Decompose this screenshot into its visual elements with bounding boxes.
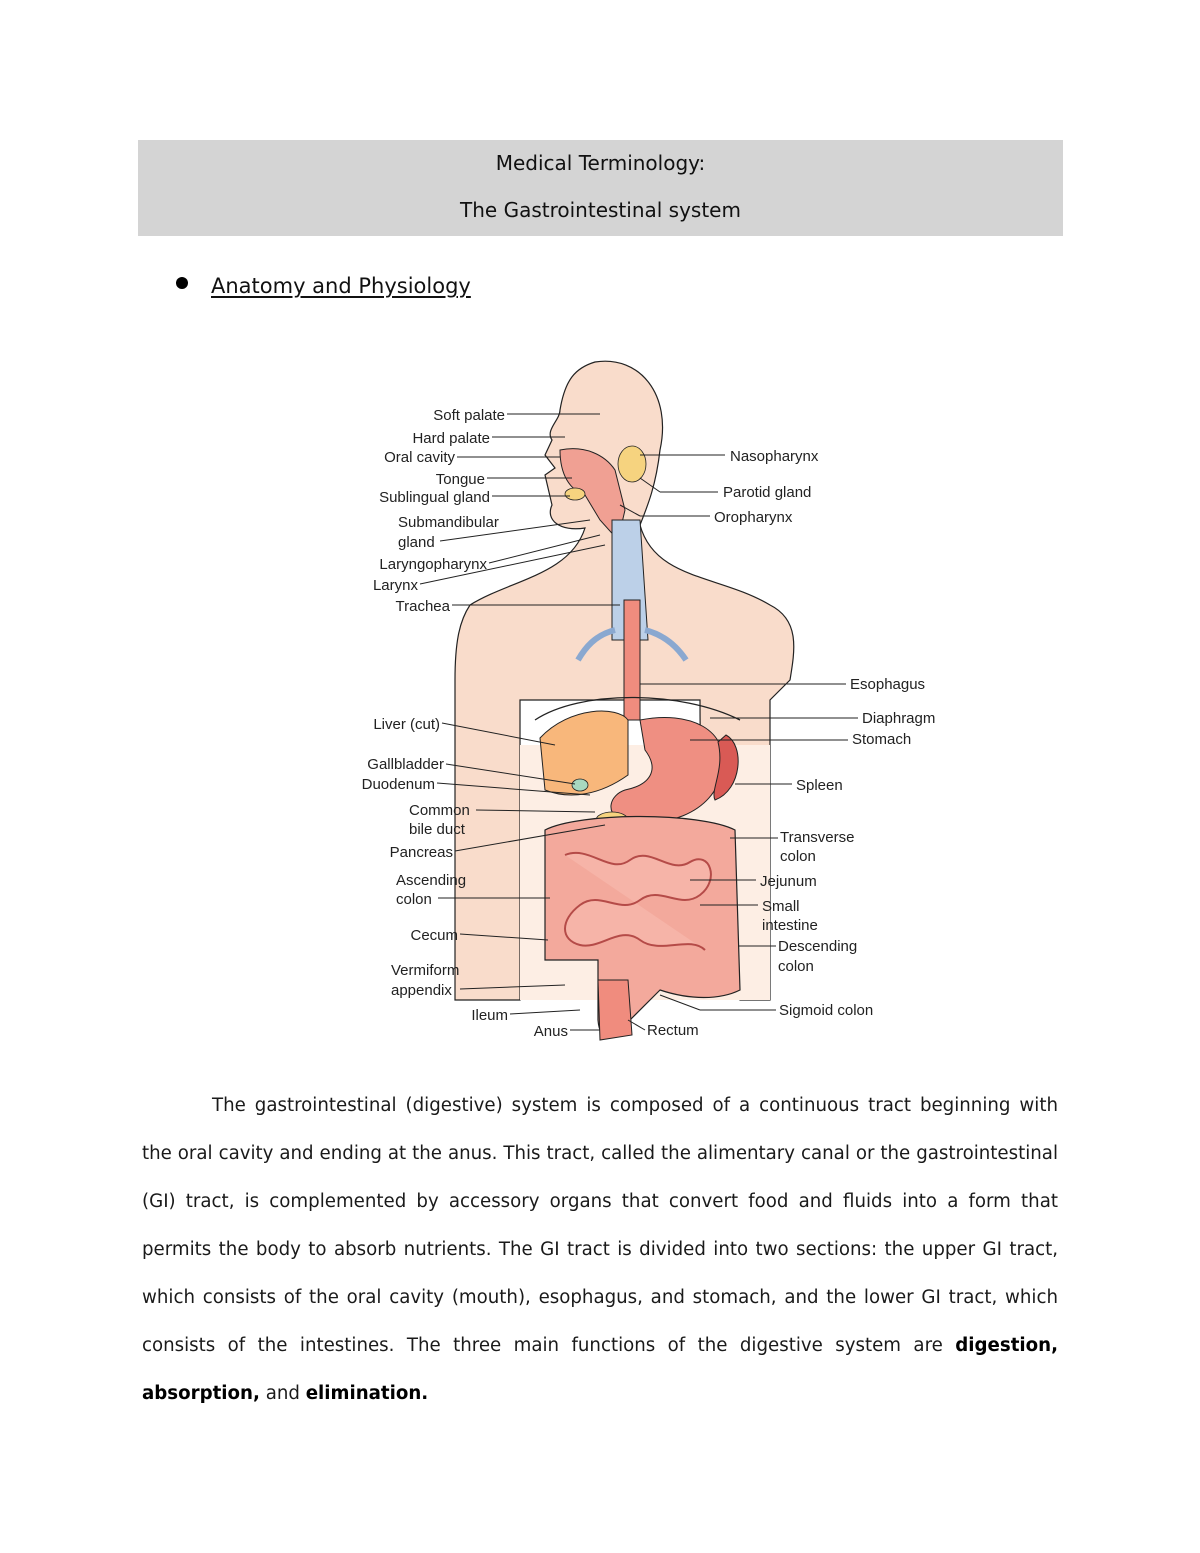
label-cecum: Cecum — [410, 927, 458, 944]
label-nasopharynx: Nasopharynx — [730, 448, 819, 465]
label-larynx: Larynx — [372, 577, 418, 594]
label-descending-colon: colon — [778, 958, 814, 975]
label-ileum: Ileum — [471, 1007, 508, 1024]
label-tongue: Tongue — [435, 471, 485, 488]
body-paragraph — [142, 1082, 1058, 1418]
label-spleen: Spleen — [796, 777, 843, 794]
label-ascending-colon: colon — [396, 891, 432, 908]
bold-absorption: absorption, — [142, 1383, 260, 1404]
label-common: Common — [409, 802, 470, 819]
gallbladder-shape — [572, 779, 588, 791]
label-vermiform: Vermiform — [391, 962, 460, 979]
digestive-system-diagram — [350, 350, 950, 1050]
label-laryngopharynx: Laryngopharynx — [379, 556, 487, 573]
label-soft-palate: Soft palate — [433, 407, 505, 424]
rectum-shape — [598, 980, 632, 1040]
label-esophagus: Esophagus — [850, 676, 926, 693]
label-parotid-gland: Parotid gland — [723, 484, 812, 501]
label-oral-cavity: Oral cavity — [384, 449, 455, 466]
bold-digestion: digestion, — [955, 1335, 1058, 1356]
title-banner — [138, 140, 1063, 236]
label-trachea: Trachea — [395, 598, 450, 615]
sublingual-gland-shape — [565, 488, 585, 500]
document-subtitle: The Gastrointestinal system — [460, 198, 741, 222]
label-stomach: Stomach — [852, 731, 912, 748]
label-intestine: intestine — [762, 917, 818, 934]
label-appendix: appendix — [391, 982, 452, 999]
body-and: and — [265, 1383, 300, 1404]
label-small: Small — [762, 898, 800, 915]
label-diaphragm: Diaphragm — [862, 710, 936, 727]
bullet-icon — [176, 277, 188, 289]
label-anus: Anus — [533, 1023, 568, 1040]
label-gallbladder: Gallbladder — [367, 756, 444, 773]
document-title: Medical Terminology: — [495, 151, 706, 175]
label-pancreas: Pancreas — [389, 844, 453, 861]
label-oropharynx: Oropharynx — [714, 509, 793, 526]
section-heading-label: Anatomy and Physiology — [211, 274, 471, 298]
label-transverse-colon: colon — [780, 848, 816, 865]
label-hard-palate: Hard palate — [412, 430, 490, 447]
label-liver: Liver (cut) — [373, 716, 440, 733]
body-paragraph-text: The gastrointestinal (digestive) system is composed of a continuous tract beginning with the oral cavity and ending at the anus. This tract, called the alimentary canal or the gastrointestinal (GI) tract, is complemented by accessory organs that convert food and fluids into a form that permits the body to absorb nutrients. The GI tract is divided into two sections: the upper GI tract, which consists of the oral cavity (mouth), esophagus, and stomach, and the lower GI tract, which consists of the intestines. The three main functions of the digestive system are — [142, 1095, 1058, 1356]
esophagus-shape — [624, 600, 640, 720]
label-sublingual-gland: Sublingual gland — [379, 489, 490, 506]
section-heading — [176, 270, 471, 302]
label-submandibular-gland: gland — [398, 534, 435, 551]
label-bile-duct: bile duct — [409, 821, 465, 838]
label-duodenum: Duodenum — [361, 776, 435, 793]
bold-elimination: elimination. — [305, 1383, 429, 1404]
parotid-gland-shape — [618, 446, 646, 482]
label-sigmoid-colon: Sigmoid colon — [779, 1002, 874, 1019]
label-ascending: Ascending — [396, 872, 467, 889]
label-rectum: Rectum — [647, 1022, 699, 1039]
label-submandibular: Submandibular — [398, 514, 499, 531]
label-transverse: Transverse — [780, 829, 855, 846]
label-descending: Descending — [778, 938, 858, 955]
label-jejunum: Jejunum — [760, 873, 817, 890]
